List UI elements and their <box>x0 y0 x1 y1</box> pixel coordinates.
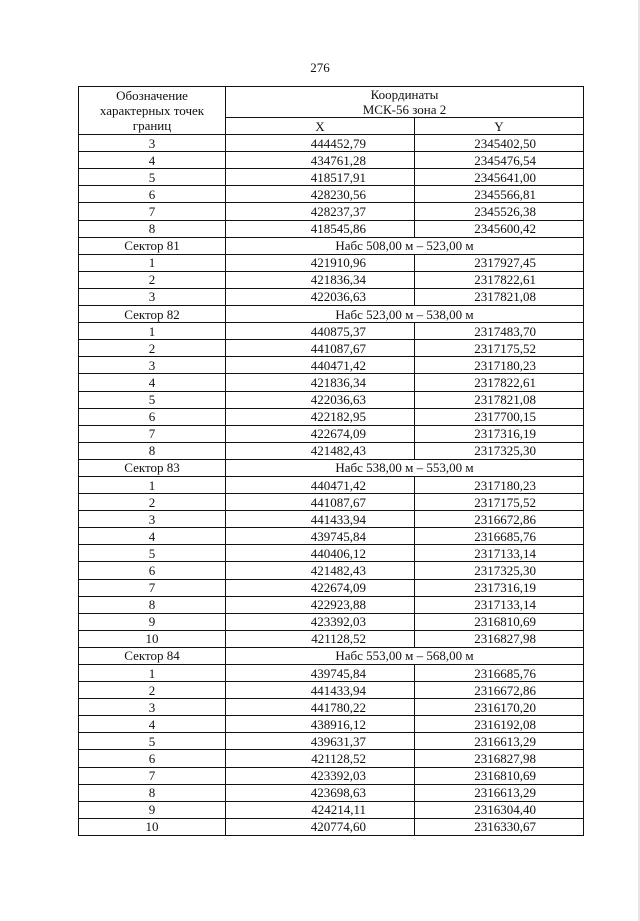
point-header-line: Обозначение <box>116 88 188 104</box>
table-row <box>79 476 584 493</box>
point-number: 1 <box>79 323 226 340</box>
point-number: 5 <box>79 391 226 408</box>
point-number: 10 <box>79 630 226 647</box>
point-number: 5 <box>79 733 226 750</box>
x-coordinate: 423392,03 <box>226 767 415 784</box>
point-number: 9 <box>79 613 226 630</box>
y-coordinate: 2317180,23 <box>415 357 584 374</box>
table-row <box>79 152 584 169</box>
y-coordinate: 2316304,40 <box>415 801 584 818</box>
sector-row <box>79 306 584 323</box>
x-coordinate: 422674,09 <box>226 579 415 596</box>
table-row <box>79 562 584 579</box>
table-row <box>79 271 584 288</box>
x-coordinate: 439745,84 <box>226 528 415 545</box>
point-number: 1 <box>79 476 226 493</box>
table-row <box>79 357 584 374</box>
point-number: 7 <box>79 767 226 784</box>
table-body <box>79 135 584 836</box>
table-row <box>79 254 584 271</box>
table-row <box>79 767 584 784</box>
x-coordinate: 420774,60 <box>226 818 415 835</box>
point-number: 7 <box>79 579 226 596</box>
x-coordinate: 441087,67 <box>226 340 415 357</box>
y-coordinate: 2316330,67 <box>415 818 584 835</box>
y-coordinate: 2317133,14 <box>415 545 584 562</box>
table-row <box>79 545 584 562</box>
x-coordinate: 444452,79 <box>226 135 415 152</box>
point-number: 1 <box>79 254 226 271</box>
x-coordinate: 421910,96 <box>226 254 415 271</box>
x-coordinate: 439631,37 <box>226 733 415 750</box>
table-row <box>79 750 584 767</box>
point-number: 4 <box>79 374 226 391</box>
y-coordinate: 2316192,08 <box>415 716 584 733</box>
point-number: 5 <box>79 545 226 562</box>
point-number: 2 <box>79 340 226 357</box>
y-coordinate: 2317133,14 <box>415 596 584 613</box>
table-row <box>79 340 584 357</box>
y-coordinate: 2316685,76 <box>415 528 584 545</box>
table-row <box>79 682 584 699</box>
x-coordinate: 423698,63 <box>226 784 415 801</box>
y-coordinate: 2317821,08 <box>415 391 584 408</box>
point-number: 8 <box>79 220 226 237</box>
y-coordinate: 2317316,19 <box>415 425 584 442</box>
table-row <box>79 511 584 528</box>
y-coordinate: 2316613,29 <box>415 784 584 801</box>
x-coordinate: 441087,67 <box>226 494 415 511</box>
table-row <box>79 801 584 818</box>
point-number: 4 <box>79 716 226 733</box>
coordinate-system: МСК-56 зона 2 <box>362 102 447 117</box>
table-row <box>79 169 584 186</box>
point-number: 1 <box>79 665 226 682</box>
point-header-line: характерных точек <box>99 103 205 119</box>
table-row <box>79 374 584 391</box>
x-coordinate: 428237,37 <box>226 203 415 220</box>
y-coordinate: 2316613,29 <box>415 733 584 750</box>
x-coordinate: 440471,42 <box>226 357 415 374</box>
x-coordinate: 424214,11 <box>226 801 415 818</box>
y-coordinate: 2317821,08 <box>415 288 584 305</box>
sector-name: Сектор 84 <box>79 647 226 664</box>
table-row <box>79 408 584 425</box>
sector-row <box>79 647 584 664</box>
y-coordinate: 2317822,61 <box>415 374 584 391</box>
y-coordinate: 2316170,20 <box>415 699 584 716</box>
point-number: 3 <box>79 288 226 305</box>
y-coordinate: 2316810,69 <box>415 613 584 630</box>
y-coordinate: 2317175,52 <box>415 494 584 511</box>
y-coordinate: 2316827,98 <box>415 630 584 647</box>
y-coordinate: 2316810,69 <box>415 767 584 784</box>
y-coordinate: 2317325,30 <box>415 442 584 459</box>
x-coordinate: 441433,94 <box>226 511 415 528</box>
point-number: 3 <box>79 511 226 528</box>
point-number: 8 <box>79 596 226 613</box>
sector-height-range: Набс 538,00 м – 553,00 м <box>226 459 584 476</box>
point-number: 6 <box>79 408 226 425</box>
table-row <box>79 699 584 716</box>
table-row <box>79 630 584 647</box>
point-number: 2 <box>79 494 226 511</box>
y-coordinate: 2317180,23 <box>415 476 584 493</box>
y-coordinate: 2345476,54 <box>415 152 584 169</box>
y-coordinate: 2317822,61 <box>415 271 584 288</box>
sector-name: Сектор 82 <box>79 306 226 323</box>
point-number: 3 <box>79 699 226 716</box>
point-number: 10 <box>79 818 226 835</box>
x-coordinate: 418545,86 <box>226 220 415 237</box>
x-coordinate: 422674,09 <box>226 425 415 442</box>
coordinates-header <box>226 87 584 118</box>
point-header-line: границ <box>132 118 172 134</box>
x-coordinate: 422036,63 <box>226 391 415 408</box>
sector-name: Сектор 81 <box>79 237 226 254</box>
x-coordinate: 422182,95 <box>226 408 415 425</box>
sector-row <box>79 237 584 254</box>
point-number: 7 <box>79 425 226 442</box>
y-coordinate: 2345566,81 <box>415 186 584 203</box>
y-coordinate: 2317700,15 <box>415 408 584 425</box>
x-column-header: X <box>226 118 415 135</box>
table-row <box>79 425 584 442</box>
y-coordinate: 2317175,52 <box>415 340 584 357</box>
point-number: 8 <box>79 442 226 459</box>
y-coordinate: 2345526,38 <box>415 203 584 220</box>
y-coordinate: 2317927,45 <box>415 254 584 271</box>
x-coordinate: 441780,22 <box>226 699 415 716</box>
coordinates-table <box>78 86 584 836</box>
table-row <box>79 579 584 596</box>
point-number: 4 <box>79 528 226 545</box>
point-number: 3 <box>79 135 226 152</box>
page-number: 276 <box>310 60 330 75</box>
point-number: 7 <box>79 203 226 220</box>
sector-height-range: Набс 508,00 м – 523,00 м <box>226 237 584 254</box>
x-coordinate: 421128,52 <box>226 630 415 647</box>
x-coordinate: 421836,34 <box>226 271 415 288</box>
sector-height-range: Набс 553,00 м – 568,00 м <box>226 647 584 664</box>
table-row <box>79 784 584 801</box>
table-row <box>79 716 584 733</box>
x-coordinate: 422923,88 <box>226 596 415 613</box>
point-number: 8 <box>79 784 226 801</box>
y-coordinate: 2316827,98 <box>415 750 584 767</box>
x-coordinate: 421482,43 <box>226 442 415 459</box>
table-row <box>79 494 584 511</box>
x-coordinate: 428230,56 <box>226 186 415 203</box>
table-row <box>79 733 584 750</box>
sector-row <box>79 459 584 476</box>
point-number: 6 <box>79 562 226 579</box>
x-coordinate: 423392,03 <box>226 613 415 630</box>
table-row <box>79 613 584 630</box>
point-number: 5 <box>79 169 226 186</box>
y-coordinate: 2317325,30 <box>415 562 584 579</box>
point-designation-header <box>79 87 226 135</box>
y-coordinate: 2345600,42 <box>415 220 584 237</box>
table-row <box>79 288 584 305</box>
x-coordinate: 421836,34 <box>226 374 415 391</box>
y-coordinate: 2316672,86 <box>415 682 584 699</box>
x-coordinate: 421128,52 <box>226 750 415 767</box>
y-column-header: Y <box>415 118 584 135</box>
x-coordinate: 434761,28 <box>226 152 415 169</box>
point-number: 6 <box>79 186 226 203</box>
table-row <box>79 818 584 835</box>
table-row <box>79 596 584 613</box>
table-row <box>79 665 584 682</box>
point-number: 3 <box>79 357 226 374</box>
point-number: 2 <box>79 271 226 288</box>
point-number: 4 <box>79 152 226 169</box>
x-coordinate: 422036,63 <box>226 288 415 305</box>
y-coordinate: 2316672,86 <box>415 511 584 528</box>
point-number: 9 <box>79 801 226 818</box>
sector-name: Сектор 83 <box>79 459 226 476</box>
table-row <box>79 528 584 545</box>
table-row <box>79 186 584 203</box>
table-row <box>79 323 584 340</box>
coordinates-title: Координаты <box>370 87 439 102</box>
y-coordinate: 2345641,00 <box>415 169 584 186</box>
x-coordinate: 439745,84 <box>226 665 415 682</box>
table-row <box>79 203 584 220</box>
table-row <box>79 442 584 459</box>
x-coordinate: 421482,43 <box>226 562 415 579</box>
table-row <box>79 135 584 152</box>
x-coordinate: 440875,37 <box>226 323 415 340</box>
x-coordinate: 418517,91 <box>226 169 415 186</box>
x-coordinate: 441433,94 <box>226 682 415 699</box>
y-coordinate: 2316685,76 <box>415 665 584 682</box>
y-coordinate: 2345402,50 <box>415 135 584 152</box>
table-row <box>79 391 584 408</box>
y-coordinate: 2317316,19 <box>415 579 584 596</box>
point-number: 2 <box>79 682 226 699</box>
x-coordinate: 440471,42 <box>226 476 415 493</box>
x-coordinate: 440406,12 <box>226 545 415 562</box>
sector-height-range: Набс 523,00 м – 538,00 м <box>226 306 584 323</box>
point-number: 6 <box>79 750 226 767</box>
y-coordinate: 2317483,70 <box>415 323 584 340</box>
table-row <box>79 220 584 237</box>
x-coordinate: 438916,12 <box>226 716 415 733</box>
